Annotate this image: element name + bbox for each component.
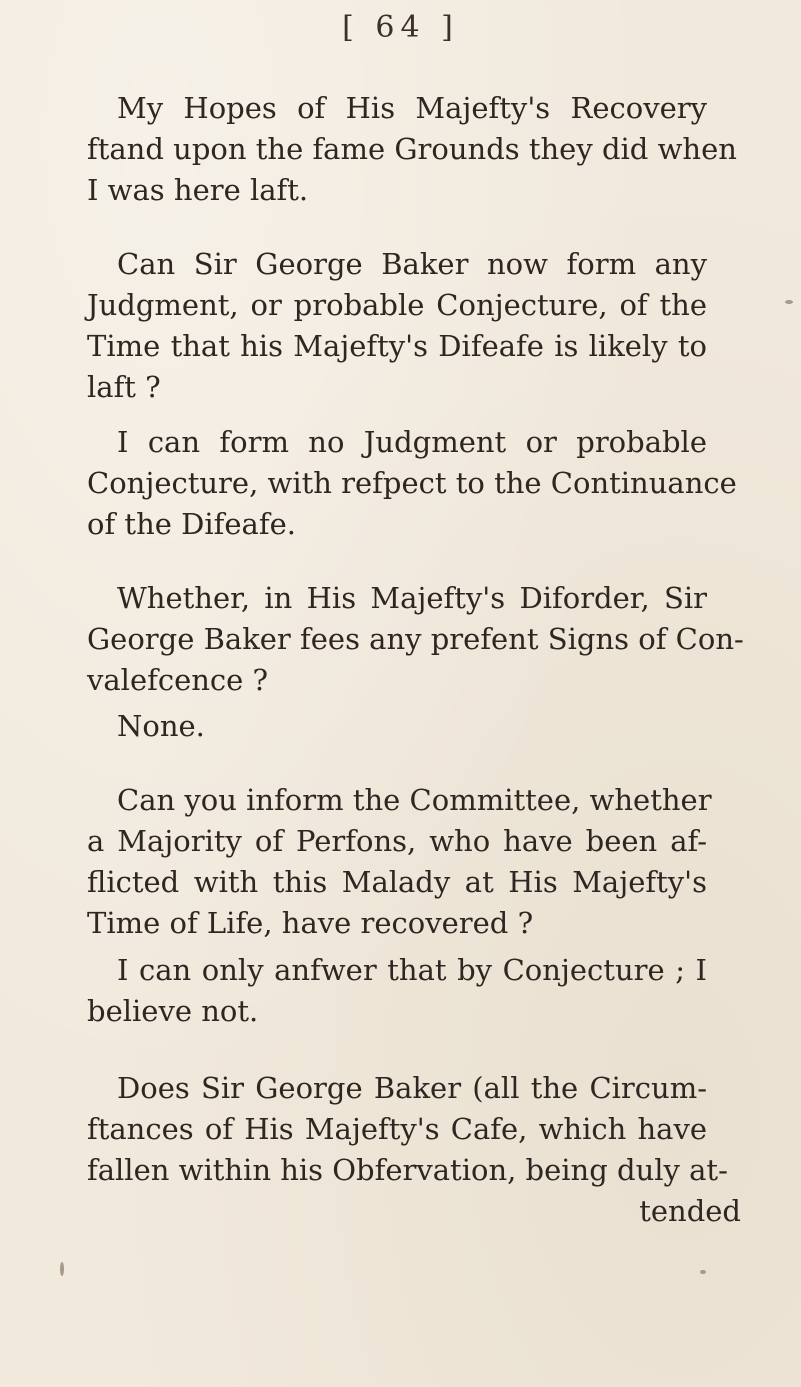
text-line: I can only anfwer that by Conjecture ; I [117,953,707,987]
text-line: Does Sir George Baker (all the Circum- [117,1071,707,1105]
paper-blemish [785,300,793,304]
text-line: valefcence ? [87,663,269,697]
text-line: flicted with this Malady at His Majefty's [87,865,707,899]
text-line: Can Sir George Baker now form any [117,247,707,281]
text-line: My Hopes of His Majefty's Recovery [117,91,707,125]
paper-blemish [60,1262,64,1276]
text-line: None. [117,709,205,743]
text-line: laft ? [87,370,161,404]
text-line: believe not. [87,994,259,1028]
text-line: I was here laft. [87,173,309,207]
text-line: Time that his Majefty's Difeafe is likely to [87,329,707,363]
text-line: ftand upon the fame Grounds they did when [87,132,737,166]
text-line: ftances of His Majefty's Cafe, which have [87,1112,707,1146]
text-line: Judgment, or probable Conjecture, of the [87,288,707,322]
text-line: a Majority of Perfons, who have been af- [87,824,707,858]
text-line: George Baker fees any prefent Signs of Con- [87,622,744,656]
text-line: fallen within his Obfervation, being duly at- [87,1153,728,1187]
text-line: Can you inform the Committee, whether [117,783,712,817]
text-line: Time of Life, have recovered ? [87,906,534,940]
text-line: I can form no Judgment or probable [117,425,707,459]
text-line: Conjecture, with refpect to the Continuance [87,466,737,500]
text-line: Whether, in His Majefty's Diforder, Sir [117,581,707,615]
text-line: of the Difeafe. [87,507,296,541]
paper-blemish [700,1270,706,1274]
catchword: tended [639,1194,741,1228]
page-number: [ 64 ] [342,10,459,45]
